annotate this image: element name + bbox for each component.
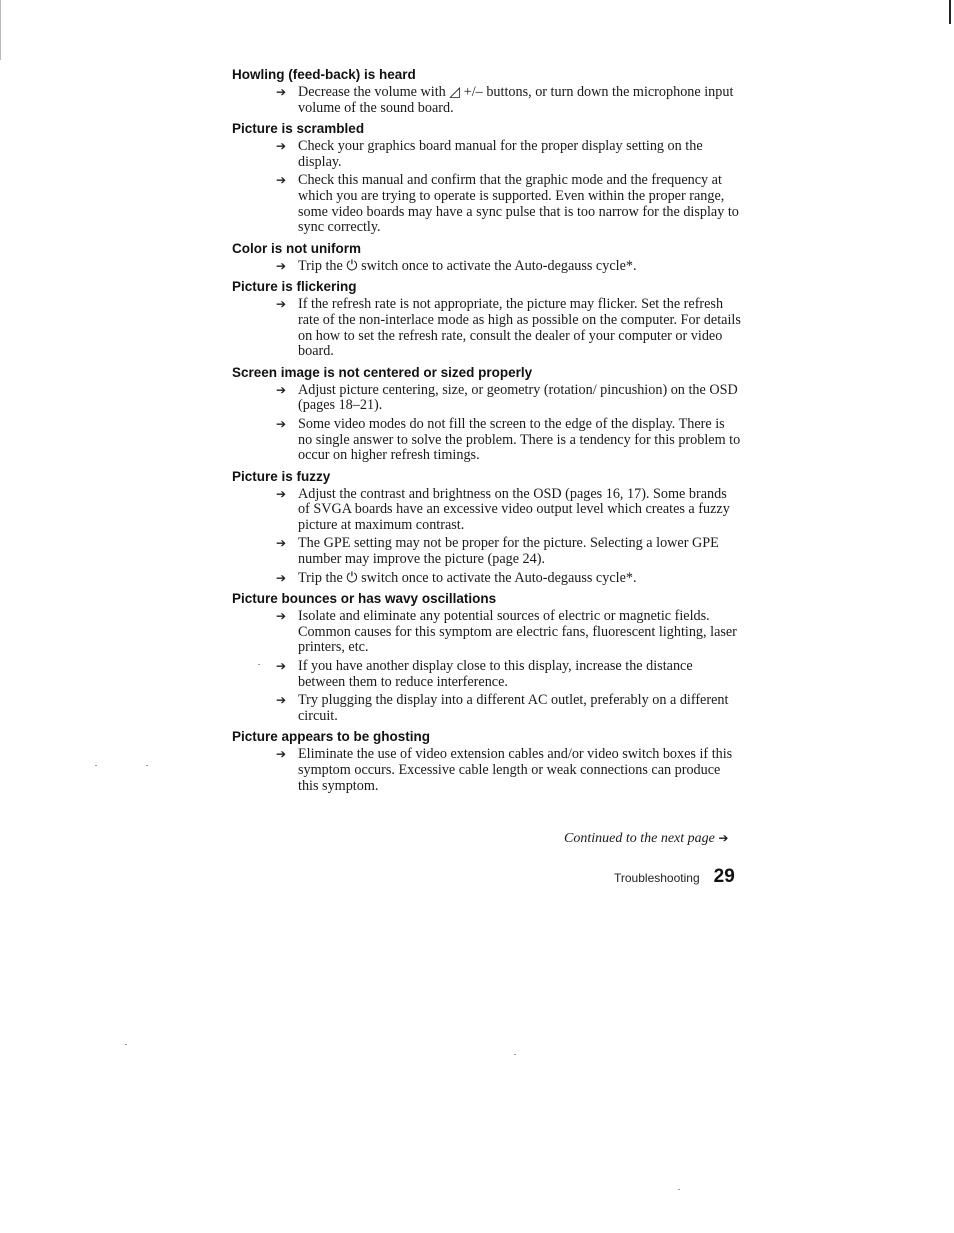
section-heading: Color is not uniform	[232, 240, 361, 256]
scan-speck	[258, 664, 260, 665]
bullet-list	[232, 487, 742, 587]
list-item	[232, 297, 742, 359]
list-item-text: Trip the ⏻ switch once to activate the Auto-degauss cycle*.	[298, 257, 637, 274]
list-item-text: Decrease the volume with ◿ +/– buttons, or turn down the microphone input volume of the sound board.	[298, 84, 734, 116]
scan-speck	[95, 765, 97, 766]
right-arrow-icon: ➔	[276, 85, 287, 99]
list-item	[232, 571, 742, 587]
section-heading: Picture is fuzzy	[232, 468, 331, 484]
list-item	[232, 139, 742, 170]
right-arrow-icon: ➔	[276, 173, 287, 188]
section-heading: Picture appears to be ghosting	[232, 729, 431, 745]
scan-edge-left	[0, 0, 1, 60]
right-arrow-icon: ➔	[276, 693, 287, 708]
list-item-text: If you have another display close to this display, increase the distance between them to reduce interference.	[298, 658, 693, 690]
list-item-text: Isolate and eliminate any potential sources of electric or magnetic fields. Common causes for this symptom are electric fans, fluorescent lighting, laser printers, etc.	[298, 608, 737, 656]
section	[232, 728, 742, 794]
list-item	[232, 259, 742, 275]
document-body	[232, 62, 742, 797]
bullet-list	[232, 747, 742, 794]
list-item-text: Trip the ⏻ switch once to activate the Auto-degauss cycle*.	[298, 569, 637, 586]
list-item	[232, 609, 742, 656]
list-item	[232, 487, 742, 534]
right-arrow-icon: ➔	[276, 258, 287, 273]
scan-speck	[146, 765, 148, 766]
right-arrow-icon: ➔	[276, 659, 287, 674]
list-item	[232, 747, 742, 794]
section-heading: Picture is scrambled	[232, 121, 365, 137]
right-arrow-icon: ➔	[276, 416, 287, 431]
page-footer	[614, 866, 735, 888]
list-item-text: If the refresh rate is not appropriate, the picture may flicker. Set the refresh rate of the non-interlace mode as high as possible on the computer. For details on how to set the refresh rate, consult the dealer of your computer or video board.	[298, 296, 741, 360]
list-item-text: Adjust picture centering, size, or geometry (rotation/ pincushion) on the OSD (pages 18–21).	[298, 381, 738, 414]
bullet-list	[232, 383, 742, 464]
section	[232, 278, 742, 359]
list-item-text: Some video modes do not fill the screen to the edge of the display. There is no single answer to solve the problem. There is a tendency for this problem to occur on higher refresh timings.	[298, 415, 741, 464]
scan-speck	[125, 1044, 127, 1045]
page-number: 29	[713, 866, 735, 887]
list-item	[232, 173, 742, 235]
right-arrow-icon: ➔	[276, 747, 287, 762]
list-item-text: Adjust the contrast and brightness on the OSD (pages 16, 17). Some brands of SVGA boards have an excessive video output level which creates a fuzzy picture at maximum contrast.	[298, 485, 730, 533]
section-heading: Howling (feed-back) is heard	[232, 67, 416, 82]
section-heading: Picture is flickering	[232, 279, 357, 295]
list-item	[232, 85, 742, 116]
bullet-list	[232, 609, 742, 724]
list-item	[232, 536, 742, 567]
right-arrow-icon: ➔	[276, 382, 287, 397]
section-heading: Screen image is not centered or sized properly	[232, 364, 533, 380]
right-arrow-icon: ➔	[276, 486, 287, 501]
list-item	[232, 417, 742, 464]
list-item-text: Check this manual and confirm that the graphic mode and the frequency at which you are trying to operate is supported. Even within the proper range, some video boards may have a sync pulse that is too narrow for the display to sync correctly.	[298, 172, 739, 236]
right-arrow-icon: ➔	[276, 139, 287, 154]
list-item-text: The GPE setting may not be proper for the picture. Selecting a lower GPE number may improve the picture (page 24).	[298, 535, 719, 568]
right-arrow-icon: ➔	[276, 570, 287, 585]
scan-edge-right	[949, 0, 951, 24]
bullet-list	[232, 85, 742, 116]
bullet-list	[232, 297, 742, 359]
section	[232, 240, 742, 275]
scan-speck	[678, 1189, 680, 1190]
list-item-text: Eliminate the use of video extension cables and/or video switch boxes if this symptom occurs. Excessive cable length or weak connections can produce this symptom.	[298, 746, 733, 794]
section	[232, 66, 742, 116]
right-arrow-icon: ➔	[718, 831, 729, 845]
section-heading: Picture bounces or has wavy oscillations	[232, 591, 497, 607]
section	[232, 468, 742, 587]
continued-note	[564, 831, 728, 847]
section	[232, 120, 742, 236]
continued-text: Continued to the next page	[564, 831, 715, 846]
footer-section-label: Troubleshooting	[614, 871, 700, 885]
bullet-list	[232, 259, 742, 275]
list-item-text: Check your graphics board manual for the proper display setting on the display.	[298, 138, 703, 170]
scan-speck	[514, 1054, 516, 1055]
right-arrow-icon: ➔	[276, 609, 287, 624]
list-item	[232, 383, 742, 414]
section	[232, 590, 742, 724]
list-item	[232, 693, 742, 724]
bullet-list	[232, 139, 742, 236]
section	[232, 364, 742, 464]
list-item-text: Try plugging the display into a different AC outlet, preferably on a different circuit.	[298, 692, 729, 724]
list-item	[232, 659, 742, 690]
right-arrow-icon: ➔	[276, 297, 287, 312]
right-arrow-icon: ➔	[276, 536, 287, 551]
